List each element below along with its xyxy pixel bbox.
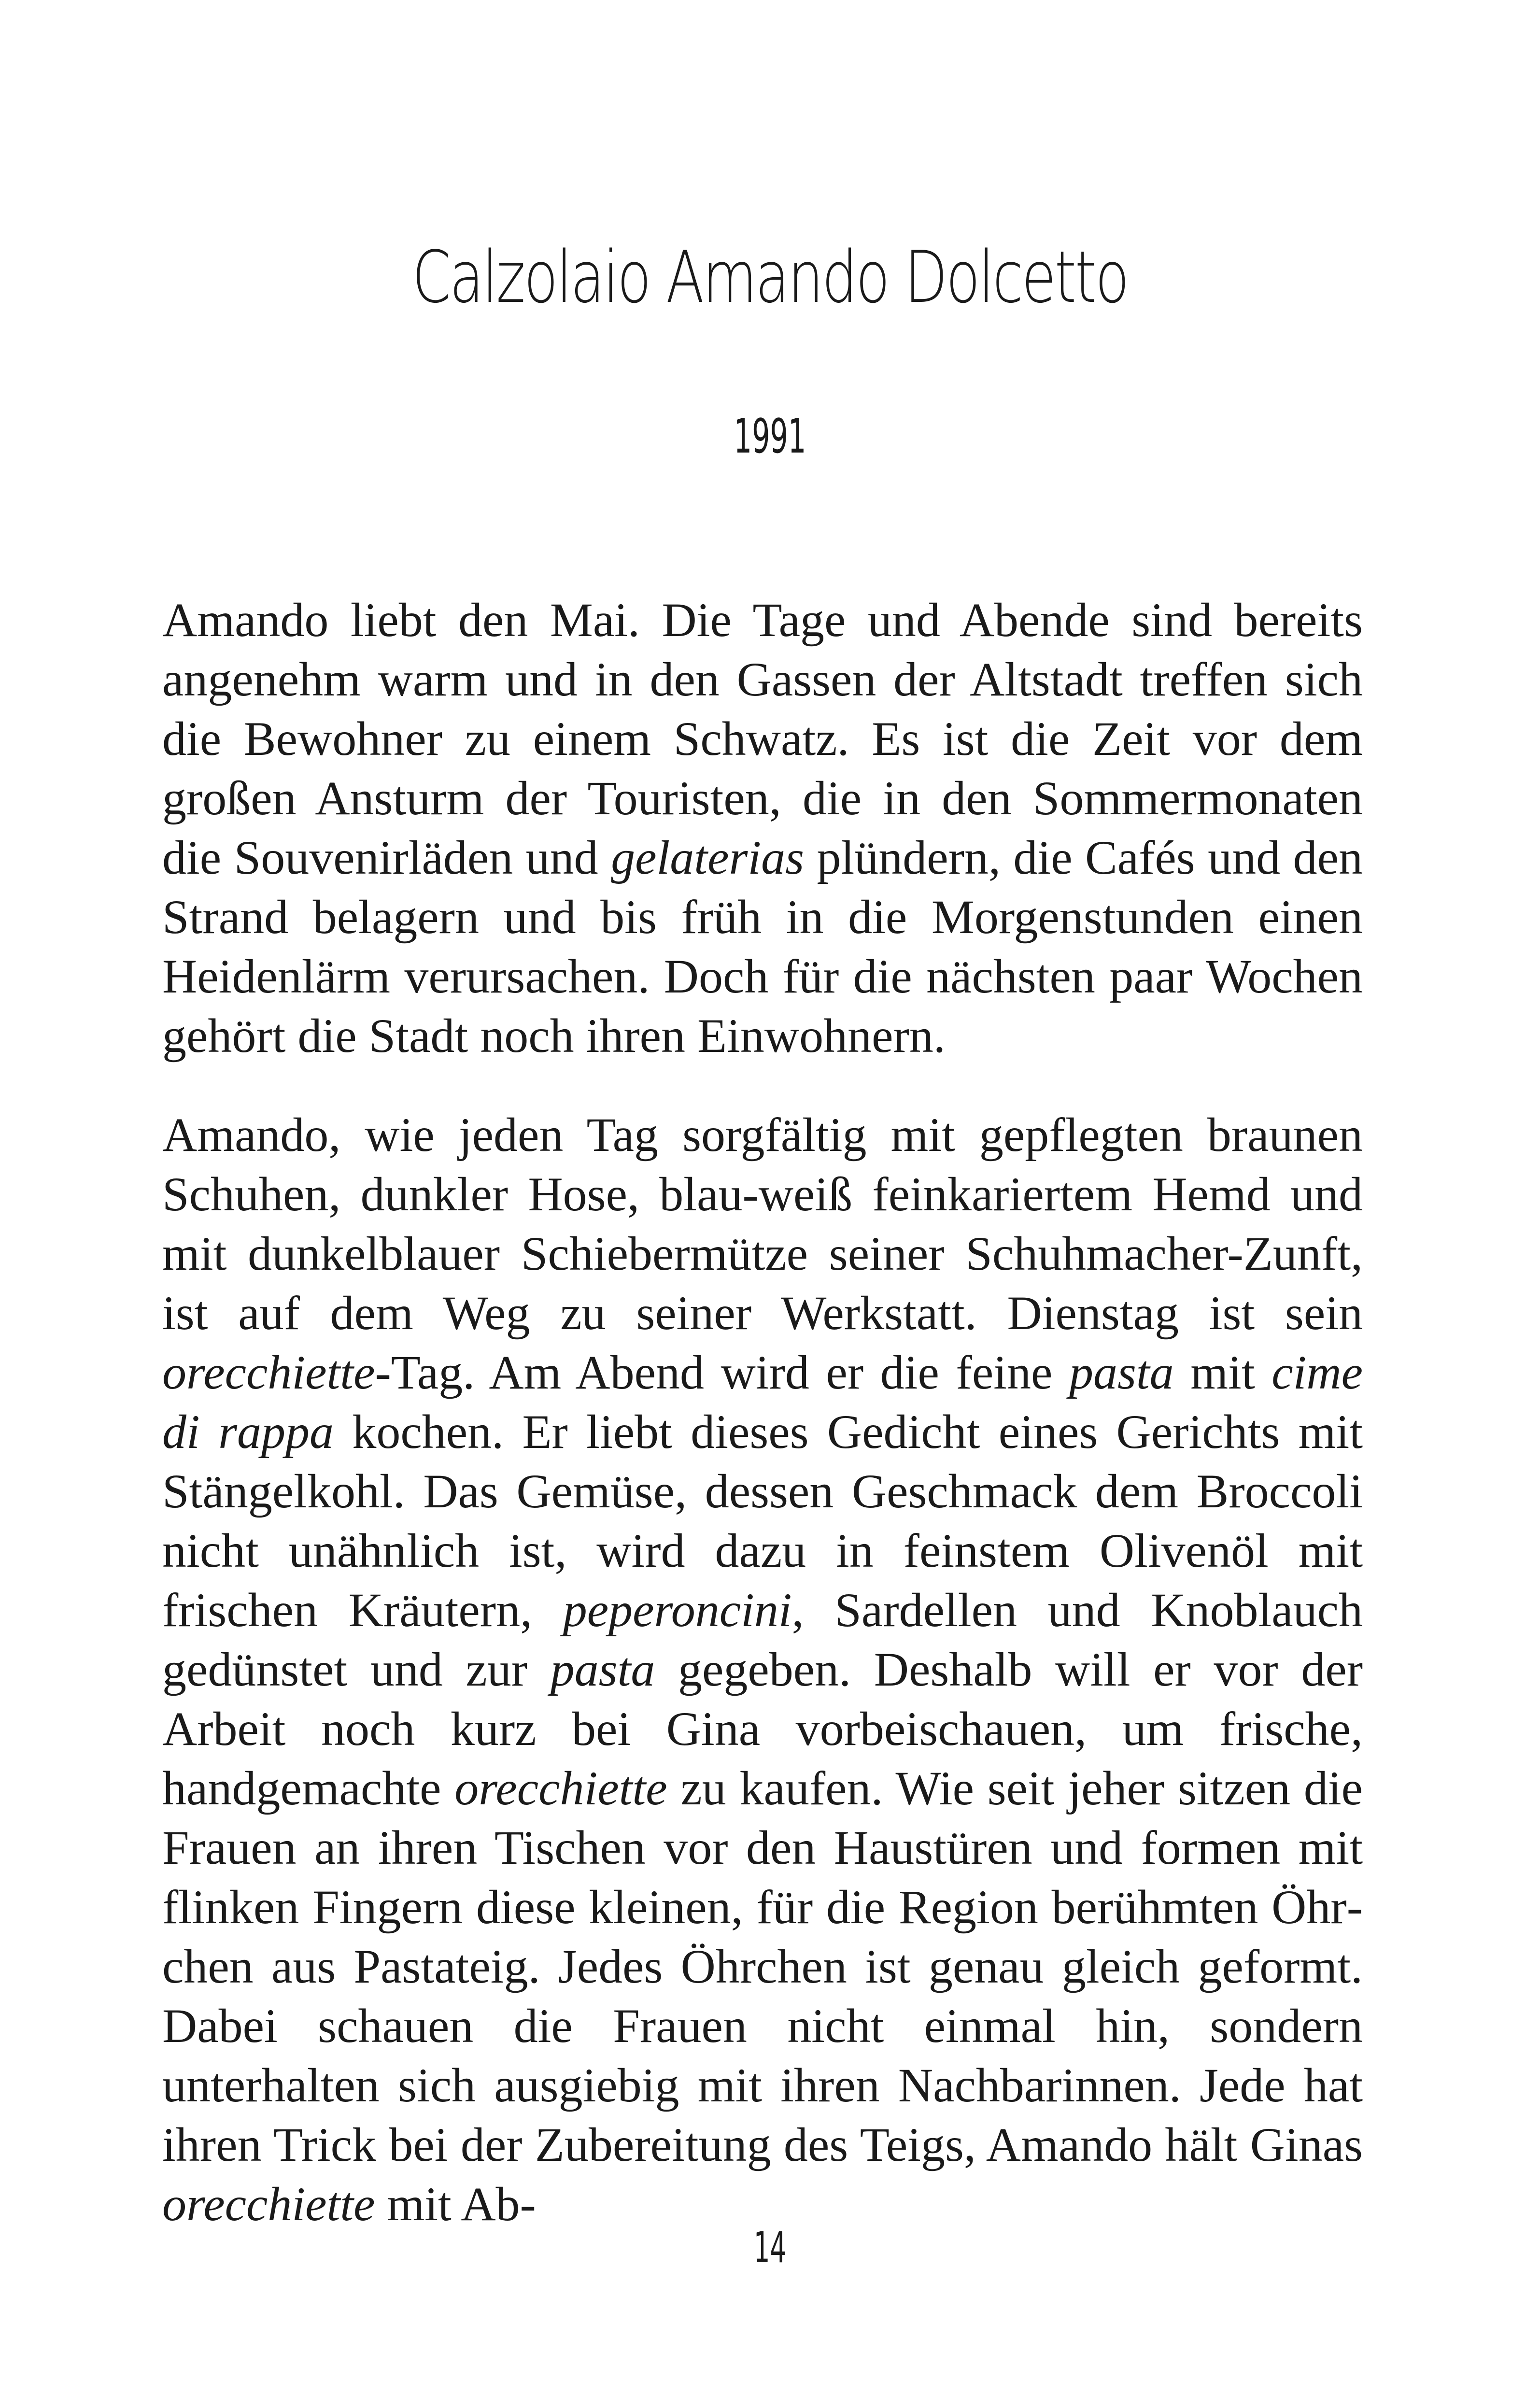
italic-term: cime di rappa [162,1346,1363,1459]
italic-term: pasta [1069,1346,1174,1399]
page-number: 14 [753,2223,787,2272]
italic-term: pasta [550,1643,655,1696]
italic-term: gelaterias [611,831,805,884]
text-run: Amando, wie jeden Tag sorgfältig mit gepflegten braunen Schuhen, dunkler Hose, blau-weiß feinkariertem Hemd und mit dunkelblauer Schiebermütze seiner Schuhmacher-Zunft, ist auf dem Weg zu seiner Werkstatt. Dienstag ist sein [162,1108,1363,1340]
chapter-title: Calzolaio Amando Dolcetto [412,236,1128,319]
italic-term: orecchiette [454,1761,667,1815]
italic-term: orecchiette [162,1346,375,1399]
body-paragraph [162,1105,1363,2234]
italic-term: orecchiette [162,2177,375,2231]
text-run: Amando liebt den Mai. Die Tage und Abende sind bereits angenehm warm und in den Gassen der Altstadt treffen sich die Bewohner zu einem Schwatz. Es ist die Zeit vor dem großen Ansturm der Touristen, die in den Sommermonaten die Souvenirläden und [162,593,1363,884]
text-run: mit [1173,1346,1272,1399]
italic-term: peperoncini [563,1583,792,1637]
text-run: kochen. Er liebt dieses Gedicht eines Gerichts mit Stängelkohl. Das Gemüse, dessen Geschmack dem Broccoli nicht unähnlich ist, wird dazu in feinstem Olivenöl mit frischen Kräutern, [162,1405,1363,1637]
text-run: mit Ab- [375,2177,536,2231]
text-run: gegeben. Deshalb will er vor der Arbeit noch kurz bei Gina vorbeischauen, um frische, handgemachte [162,1643,1363,1815]
chapter-year: 1991 [734,409,806,464]
text-run: plündern, die Cafés und den Strand belagern und bis früh in die Morgenstunden einen Heidenlärm verursachen. Doch für die nächsten paar Wochen gehört die Stadt noch ihren Einwohnern. [162,831,1363,1063]
body-paragraph [162,590,1363,1065]
text-run: -Tag. Am Abend wird er die feine [375,1346,1069,1399]
text-run: zu kaufen. Wie seit jeher sitzen die Frauen an ihren Tischen vor den Haustüren und formen mit flinken Fingern diese kleinen, für die Region berühmten Öhrchen aus Pastateig. Jedes Öhrchen ist genau gleich geformt. Dabei schauen die Frauen nicht einmal hin, sondern unterhalten sich ausgiebig mit ihren Nachbarinnen. Jede hat ihren Trick bei der Zubereitung des Teigs, Amando hält Ginas [162,1761,1363,2171]
text-run: , Sardellen und Knoblauch gedünstet und zur [162,1583,1363,1696]
